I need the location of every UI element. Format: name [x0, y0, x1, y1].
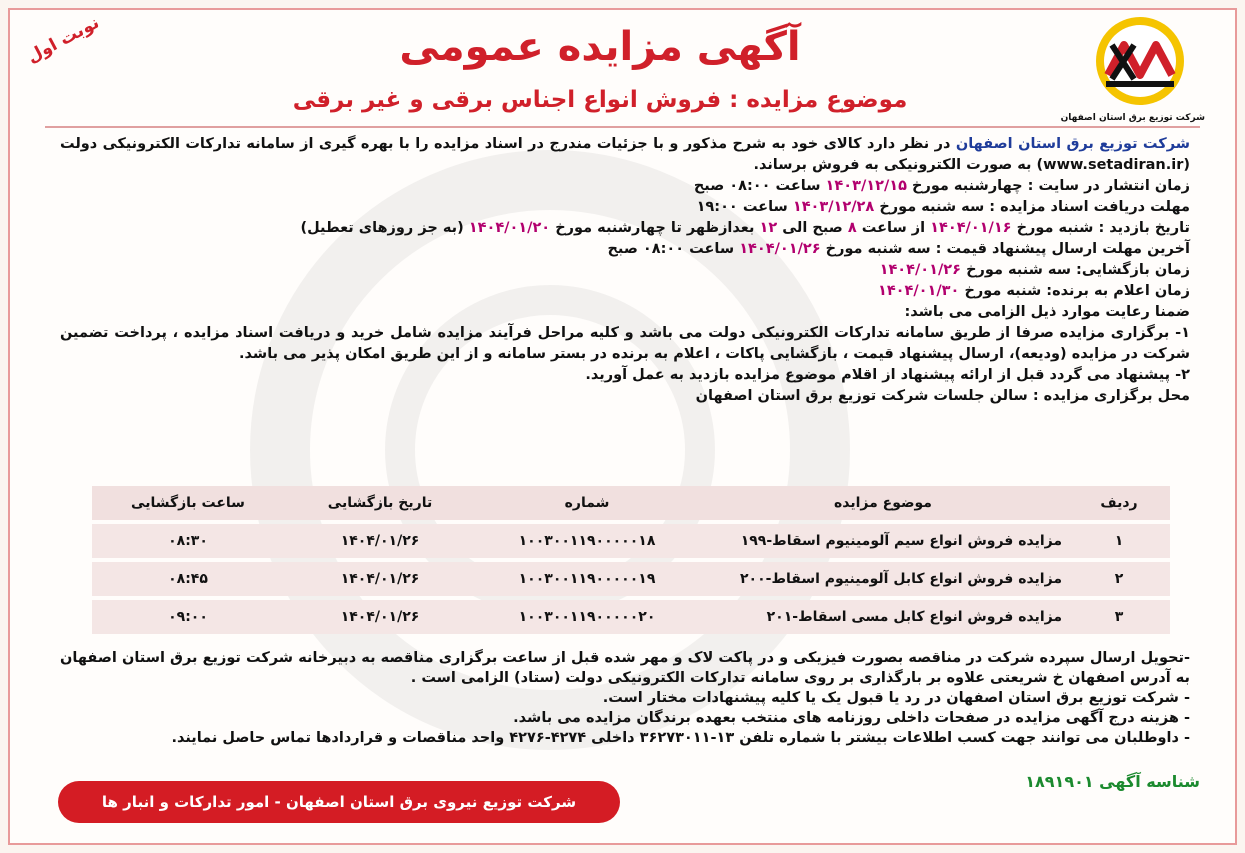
- col-header-row-number: ردیف: [1068, 486, 1170, 520]
- offer-date: ۱۴۰۴/۰۱/۲۶: [739, 241, 821, 257]
- docs-label: مهلت دریافت اسناد مزایده : سه شنبه مورخ: [879, 199, 1190, 215]
- header-divider: [45, 126, 1200, 128]
- visit-date-to: ۱۴۰۴/۰۱/۲۰: [468, 220, 551, 236]
- docs-date: ۱۴۰۳/۱۲/۲۸: [792, 199, 875, 215]
- row-opening-date: ۱۴۰۴/۰۱/۲۶: [284, 524, 476, 558]
- offer-label: آخرین مهلت ارسال پیشنهاد قیمت : سه شنبه مورخ: [825, 241, 1190, 257]
- row-subject: مزایده فروش انواع کابل آلومینیوم اسقاط-۲۰۰: [698, 562, 1068, 596]
- offer-deadline-line: [60, 239, 1190, 260]
- visit-hour-to: ۱۲: [759, 220, 778, 236]
- visit-hour-from: ۸: [847, 220, 857, 236]
- publish-line: [60, 176, 1190, 197]
- intro-paragraph: [60, 134, 1190, 176]
- ad-id: شناسه آگهی ۱۸۹۱۹۰۱: [1025, 772, 1200, 791]
- electricity-logo-icon: [1094, 15, 1186, 107]
- row-opening-time: ۰۸:۴۵: [92, 562, 284, 596]
- notes-item-2: ۲- پیشنهاد می گردد قبل از ارائه پیشنهاد از اقلام موضوع مزایده بازدید به عمل آورید.: [585, 367, 1190, 383]
- footer-line-cost: - هزینه درج آگهی مزایده در صفحات داخلی روزنامه های منتخب بعهده برندگان مزایده می باشد.: [513, 710, 1190, 726]
- notes-item-1: ۱- برگزاری مزایده صرفا از طریق سامانه تدارکات الکترونیکی دولت می باشد و کلیه مراحل فرآیند مزایده شامل خرید و دریافت اسناد مزایده ، پرداخت تضمین شرکت در مزایده (ودیعه)، ارسال پیشنهاد قیمت ، بازگشایی پاکات ، اعلام به برنده در بستر سامانه و از این طریق امکان پذیر می باشد.: [60, 325, 1190, 362]
- visit-line: [60, 218, 1190, 239]
- publish-date: ۱۴۰۳/۱۲/۱۵: [825, 178, 907, 194]
- table-row: [92, 524, 1170, 558]
- footer-notes: [60, 648, 1190, 748]
- opening-line: [60, 260, 1190, 281]
- footer-line-contact: - داوطلبان می توانند جهت کسب اطلاعات بیشتر با شماره تلفن ۱۳-۳۶۲۷۳۰۱۱ داخلی ۴۲۷۴-۴۲۷۶ واحد مناقصات و قراردادها تماس حاصل نمایند.: [171, 730, 1190, 746]
- site-open: (: [1183, 157, 1190, 173]
- auction-subject: موضوع مزایده : فروش انواع اجناس برقی و غیر برقی: [292, 87, 908, 113]
- logo-caption: شرکت توزیع برق استان اصفهان: [1060, 113, 1205, 123]
- row-number: ۳: [1068, 600, 1170, 634]
- site-close: ) به صورت الکترونیکی به فروش برساند.: [753, 157, 1044, 173]
- col-header-subject: موضوع مزایده: [698, 486, 1068, 520]
- venue-line: محل برگزاری مزایده : سالن جلسات شرکت توزیع برق استان اصفهان: [695, 388, 1190, 404]
- row-tender-number: ۱۰۰۳۰۰۱۱۹۰۰۰۰۰۱۹: [476, 562, 698, 596]
- winner-date: ۱۴۰۴/۰۱/۳۰: [877, 283, 960, 299]
- notice-title: آگهی مزایده عمومی: [399, 24, 801, 70]
- docs-time: ساعت ۱۹:۰۰: [696, 199, 788, 215]
- footer-line-deposit: -تحویل ارسال سپرده شرکت در مناقصه بصورت فیزیکی و در پاکت لاک و مهر شده قبل از ساعت برگزاری مناقصه به دبیرخانه شرکت توزیع برق استان اصفهان به آدرس اصفهان خ شریعتی علاوه بر بارگذاری بر روی سامانه تدارکات الکترونیکی دولت (ستاد) الزامی است .: [60, 650, 1190, 686]
- docs-deadline-line: [60, 197, 1190, 218]
- table-row: [92, 562, 1170, 596]
- row-number: ۱: [1068, 524, 1170, 558]
- opening-date: ۱۴۰۴/۰۱/۲۶: [879, 262, 961, 278]
- company-banner: شرکت توزیع نیروی برق استان اصفهان - امور تدارکات و انبار ها: [58, 781, 620, 823]
- notice-body: [60, 134, 1190, 407]
- company-logo: [1060, 15, 1205, 123]
- row-opening-date: ۱۴۰۴/۰۱/۲۶: [284, 562, 476, 596]
- visit-mid3: بعدازظهر تا چهارشنبه مورخ: [555, 220, 755, 236]
- visit-label: تاریخ بازدید : شنبه مورخ: [1016, 220, 1190, 236]
- row-tender-number: ۱۰۰۳۰۰۱۱۹۰۰۰۰۰۲۰: [476, 600, 698, 634]
- col-header-opening-date: تاریخ بازگشایی: [284, 486, 476, 520]
- intro-text: در نظر دارد کالای خود به شرح مذکور و با جزئیات مندرج در اسناد مزایده را با بهره گیری از سامانه تدارکات الکترونیکی دولت: [60, 136, 951, 152]
- setad-website-link[interactable]: www.setadiran.ir: [1043, 157, 1184, 173]
- row-number: ۲: [1068, 562, 1170, 596]
- row-subject: مزایده فروش انواع سیم آلومینیوم اسقاط-۱۹۹: [698, 524, 1068, 558]
- row-subject: مزایده فروش انواع کابل مسی اسقاط-۲۰۱: [698, 600, 1068, 634]
- publish-label: زمان انتشار در سایت : چهارشنبه مورخ: [912, 178, 1190, 194]
- company-name: شرکت توزیع برق استان اصفهان: [955, 136, 1190, 152]
- footer-line-rights: - شرکت توزیع برق استان اصفهان در رد یا قبول یک یا کلیه پیشنهادات مختار است.: [602, 690, 1190, 706]
- visit-date-from: ۱۴۰۴/۰۱/۱۶: [930, 220, 1012, 236]
- auction-items-table: [92, 482, 1170, 638]
- visit-tail: (به جز روزهای تعطیل): [300, 220, 464, 236]
- col-header-opening-time: ساعت بازگشایی: [92, 486, 284, 520]
- opening-label: زمان بازگشایی: سه شنبه مورخ: [966, 262, 1190, 278]
- first-publication-stamp: نوبت اول: [23, 12, 103, 68]
- publish-time: ساعت ۰۸:۰۰ صبح: [693, 178, 821, 194]
- row-tender-number: ۱۰۰۳۰۰۱۱۹۰۰۰۰۰۱۸: [476, 524, 698, 558]
- visit-mid2: صبح الی: [782, 220, 843, 236]
- table-row: [92, 600, 1170, 634]
- table-header-row: [92, 486, 1170, 520]
- row-opening-date: ۱۴۰۴/۰۱/۲۶: [284, 600, 476, 634]
- winner-line: [60, 281, 1190, 302]
- winner-label: زمان اعلام به برنده: شنبه مورخ: [964, 283, 1190, 299]
- visit-mid: از ساعت: [861, 220, 926, 236]
- offer-time: ساعت ۰۸:۰۰ صبح: [607, 241, 735, 257]
- col-header-number: شماره: [476, 486, 698, 520]
- notes-heading: ضمنا رعایت موارد ذیل الزامی می باشد:: [904, 304, 1190, 320]
- row-opening-time: ۰۸:۳۰: [92, 524, 284, 558]
- row-opening-time: ۰۹:۰۰: [92, 600, 284, 634]
